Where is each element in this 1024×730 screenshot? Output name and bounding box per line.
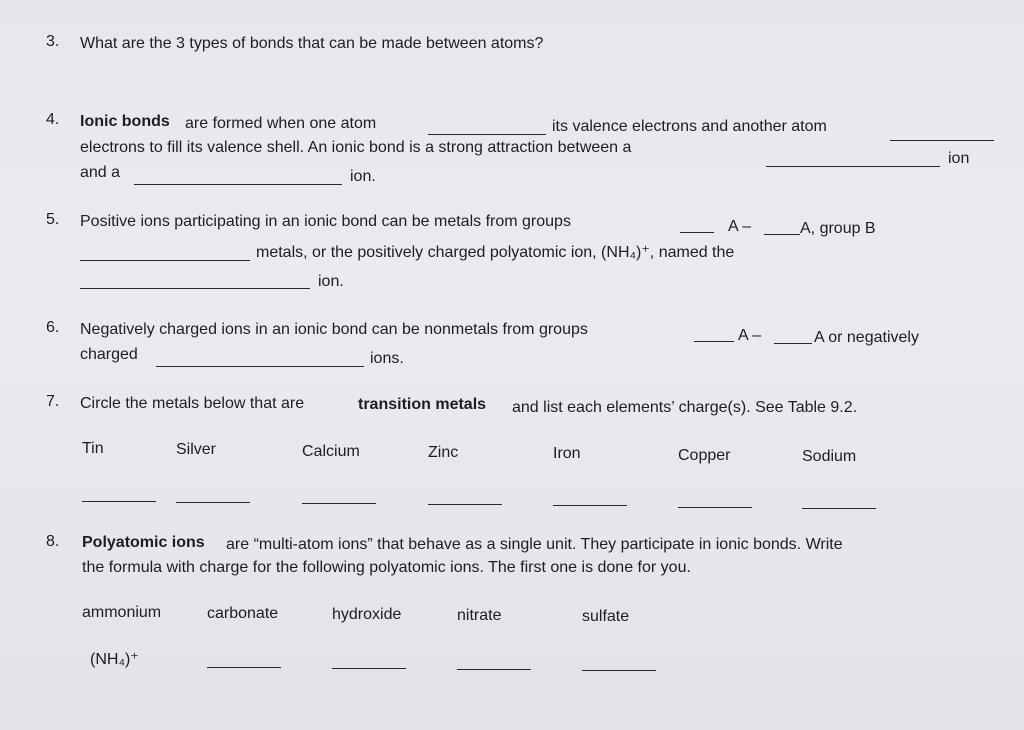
answer-blank xyxy=(134,184,342,185)
ion-sulfate: sulfate xyxy=(582,608,630,625)
ion-carbonate: carbonate xyxy=(207,605,279,622)
metal-iron: Iron xyxy=(553,445,581,462)
question-6-text-4: charged xyxy=(80,346,138,363)
answer-blank xyxy=(680,232,714,233)
answer-blank xyxy=(890,140,994,141)
question-4-bold-term: Ionic bonds xyxy=(80,113,170,130)
charge-blank xyxy=(553,505,627,506)
question-4-text-5: and a xyxy=(80,164,121,181)
ion-nitrate: nitrate xyxy=(457,607,502,624)
question-3-number: 3. xyxy=(46,33,60,50)
charge-blank xyxy=(176,502,250,503)
question-3-text: What are the 3 types of bonds that can be made between atoms? xyxy=(80,35,544,52)
question-6-number: 6. xyxy=(46,319,60,336)
charge-blank xyxy=(428,504,502,505)
question-7-text-1: Circle the metals below that are xyxy=(80,395,305,412)
question-6-text-5: ions. xyxy=(370,350,404,367)
charge-blank xyxy=(802,508,876,509)
question-7-number: 7. xyxy=(46,393,60,410)
answer-blank xyxy=(694,341,734,342)
question-7-text-2: and list each elements’ charge(s). See Table 9.2. xyxy=(512,399,858,416)
question-8-number: 8. xyxy=(46,533,60,550)
answer-blank xyxy=(80,260,250,261)
answer-blank xyxy=(774,343,812,344)
question-5-text-5: ion. xyxy=(318,273,344,290)
answer-blank xyxy=(428,134,546,135)
question-5-number: 5. xyxy=(46,211,60,228)
answer-blank xyxy=(766,166,940,167)
question-6-text-2: A – xyxy=(738,327,762,344)
metal-tin: Tin xyxy=(82,440,104,457)
metal-sodium: Sodium xyxy=(802,448,857,465)
formula-blank xyxy=(457,669,531,670)
formula-blank xyxy=(332,668,406,669)
metal-zinc: Zinc xyxy=(428,444,459,461)
question-4-text-4: ion xyxy=(948,150,970,167)
metal-copper: Copper xyxy=(678,447,731,464)
ammonium-formula: (NH₄)⁺ xyxy=(90,651,139,668)
question-4-text-2: its valence electrons and another atom xyxy=(552,118,827,135)
question-4-number: 4. xyxy=(46,111,60,128)
formula-blank xyxy=(582,670,656,671)
question-5-text-1: Positive ions participating in an ionic bond can be metals from groups xyxy=(80,213,571,230)
question-8-bold-term: Polyatomic ions xyxy=(82,534,205,551)
question-5-text-2: A – xyxy=(728,218,752,235)
question-5-text-4: metals, or the positively charged polyatomic ion, (NH₄)⁺, named the xyxy=(256,244,735,261)
question-6-text-1: Negatively charged ions in an ionic bond can be nonmetals from groups xyxy=(80,321,588,338)
question-4-text-3: electrons to fill its valence shell. An ionic bond is a strong attraction between a xyxy=(80,139,632,156)
metal-calcium: Calcium xyxy=(302,443,360,460)
ion-hydroxide: hydroxide xyxy=(332,606,402,623)
answer-blank xyxy=(80,288,310,289)
metal-silver: Silver xyxy=(176,441,217,458)
charge-blank xyxy=(82,501,156,502)
question-6-text-3: A or negatively xyxy=(814,329,919,346)
question-8-text-2: the formula with charge for the following polyatomic ions. The first one is done for you. xyxy=(82,559,691,576)
question-4-text-6: ion. xyxy=(350,168,376,185)
question-7-bold-term: transition metals xyxy=(358,396,487,413)
ion-ammonium: ammonium xyxy=(82,604,162,621)
question-4-text-1: are formed when one atom xyxy=(185,115,377,132)
formula-blank xyxy=(207,667,281,668)
question-8-text-1: are “multi-atom ions” that behave as a single unit. They participate in ionic bonds. Write xyxy=(226,536,843,553)
answer-blank xyxy=(764,234,800,235)
question-5-text-3: A, group B xyxy=(800,220,876,237)
answer-blank xyxy=(156,366,364,367)
charge-blank xyxy=(678,507,752,508)
charge-blank xyxy=(302,503,376,504)
